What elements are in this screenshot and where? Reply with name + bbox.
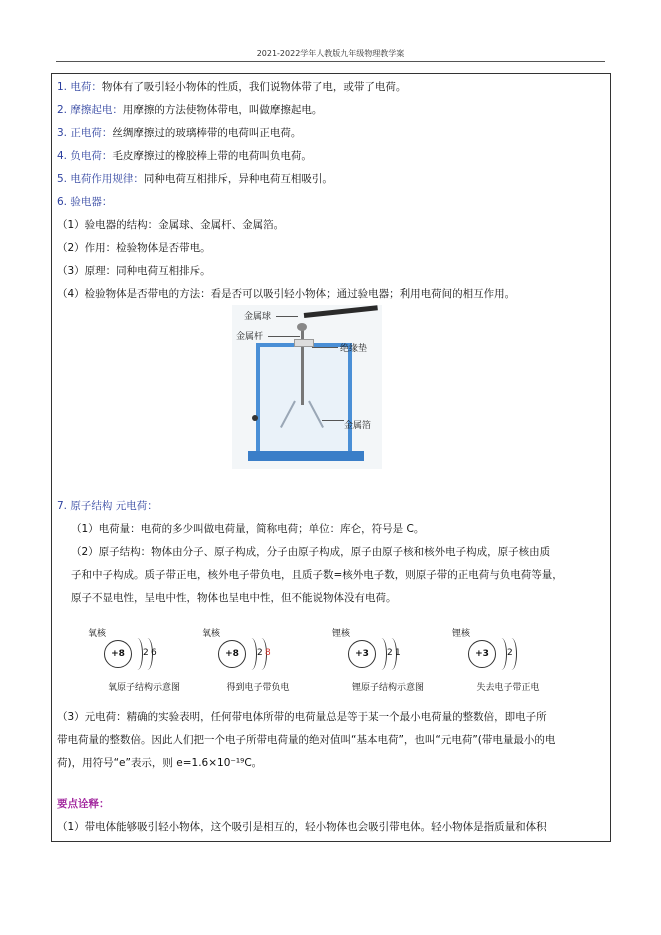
shell-count: 2 (507, 648, 513, 658)
atom-caption: 锂原子结构示意图 (351, 683, 424, 693)
atom-lithium-ion (448, 620, 568, 698)
shell-count: 2 (143, 648, 149, 658)
metal-ball (297, 323, 307, 331)
elementary-charge (57, 706, 605, 775)
atom-caption: 失去电子带正电 (476, 683, 540, 693)
electroscope-base (248, 451, 364, 461)
section-title: 原子结构 元电荷： (70, 500, 158, 512)
insulator-pad (294, 339, 314, 347)
pointer-rod (268, 336, 300, 337)
charge-quantity: （1）电荷量：电荷的多少叫做电荷量，简称电荷；单位：库仑，符号是 C。 (71, 523, 425, 535)
key-point-1: （1）带电体能够吸引轻小物体，这个吸引是相互的，轻小物体也会吸引带电体。轻小物体是指质量和体积 (57, 821, 547, 833)
item-term: 摩擦起电： (70, 104, 123, 116)
paragraph-line: 原子不显电性，呈电中性，物体也呈电中性，但不能说物体没有电荷。 (71, 592, 397, 604)
paragraph-line: 子和中子构成。质子带正电，核外电子带负电，且质子数=核外电子数，则原子带的正电荷与负电荷等量， (71, 569, 563, 581)
item-term: 电荷： (70, 81, 102, 93)
item-6 (57, 195, 609, 209)
item-number: 4. (57, 150, 68, 162)
item-text: 用摩擦的方法使物体带电，叫做摩擦起电。 (122, 104, 323, 116)
item-4 (57, 149, 609, 163)
atom-caption: 得到电子带负电 (226, 683, 290, 693)
nucleus: +3 (348, 640, 376, 668)
item-term: 验电器： (70, 196, 113, 208)
nucleus-label: 氧核 (88, 629, 107, 639)
charged-rod (304, 305, 378, 318)
shell-count: 6 (151, 648, 157, 658)
item-5 (57, 172, 609, 186)
nucleus: +8 (218, 640, 246, 668)
shell-count: 1 (395, 648, 401, 658)
atom-oxygen-ion (198, 620, 318, 698)
item-text: 同种电荷互相排斥，异种电荷互相吸引。 (143, 173, 333, 185)
item-number: 5. (57, 173, 68, 185)
paragraph-line: 荷)，用符号“e”表示，则 e=1.6×10⁻¹⁹C。 (57, 757, 263, 769)
label-metal-rod: 金属杆 (236, 332, 264, 342)
electroscope-function: （2）作用：检验物体是否带电。 (57, 242, 211, 254)
nucleus: +3 (468, 640, 496, 668)
nucleus-label: 氧核 (202, 629, 221, 639)
atom-lithium (328, 620, 448, 698)
item-text: 毛皮摩擦过的橡胶棒上带的电荷叫负电荷。 (112, 150, 312, 162)
electroscope-principle: （3）原理：同种电荷互相排斥。 (57, 265, 211, 277)
pointer-foil (322, 420, 344, 421)
paragraph-line: 带电荷量的整数倍。因此人们把一个电子所带电荷量的绝对值叫“基本电荷”，也叫“元电荷”(带电量最小的电 (57, 734, 556, 746)
item-number: 6. (57, 196, 68, 208)
item-number: 1. (57, 81, 68, 93)
label-metal-ball: 金属球 (244, 312, 272, 322)
nucleus: +8 (104, 640, 132, 668)
nucleus-label: 锂核 (452, 629, 471, 639)
item-3 (57, 126, 609, 140)
case-knob (252, 415, 258, 421)
shell-count: 2 (387, 648, 393, 658)
header-rule (56, 61, 605, 62)
atomic-structure (57, 541, 619, 610)
shell-count: 2 (257, 648, 263, 658)
paragraph-line: （3）元电荷：精确的实验表明，任何带电体所带的电荷量总是等于某一个最小电荷量的整数倍，即电子所 (57, 711, 547, 723)
item-text: 物体有了吸引轻小物体的性质，我们说物体带了电，或带了电荷。 (101, 81, 407, 93)
item-term: 正电荷： (70, 127, 113, 139)
item-2 (57, 103, 609, 117)
pointer-ball (276, 316, 298, 317)
label-insulator: 绝缘垫 (340, 344, 368, 354)
key-points-title: 要点诠释： (57, 798, 110, 810)
item-term: 电荷作用规律： (70, 173, 144, 185)
electroscope-case (256, 343, 352, 455)
atom-oxygen (84, 620, 204, 698)
shell-count: 8 (265, 648, 271, 658)
page-header: 2021-2022学年人教版九年级物理教学案 (256, 49, 405, 58)
item-1 (57, 80, 609, 94)
section-number: 7. (57, 500, 68, 512)
pointer-insulator (312, 347, 338, 348)
section-7-title (57, 499, 609, 513)
item-text: 丝绸摩擦过的玻璃棒带的电荷叫正电荷。 (112, 127, 302, 139)
item-term: 负电荷： (70, 150, 113, 162)
item-number: 2. (57, 104, 68, 116)
item-number: 3. (57, 127, 68, 139)
electroscope-method: （4）检验物体是否带电的方法：看是否可以吸引轻小物体；通过验电器；利用电荷间的相互作用。 (57, 288, 516, 300)
paragraph-line: （2）原子结构：物体由分子、原子构成，分子由原子构成，原子由原子核和核外电子构成，原子核由质 (71, 546, 551, 558)
electroscope-structure: （1）验电器的结构：金属球、金属杆、金属箔。 (57, 219, 285, 231)
nucleus-label: 锂核 (332, 629, 351, 639)
label-metal-foil: 金属箔 (344, 421, 372, 431)
atom-caption: 氧原子结构示意图 (107, 683, 180, 693)
